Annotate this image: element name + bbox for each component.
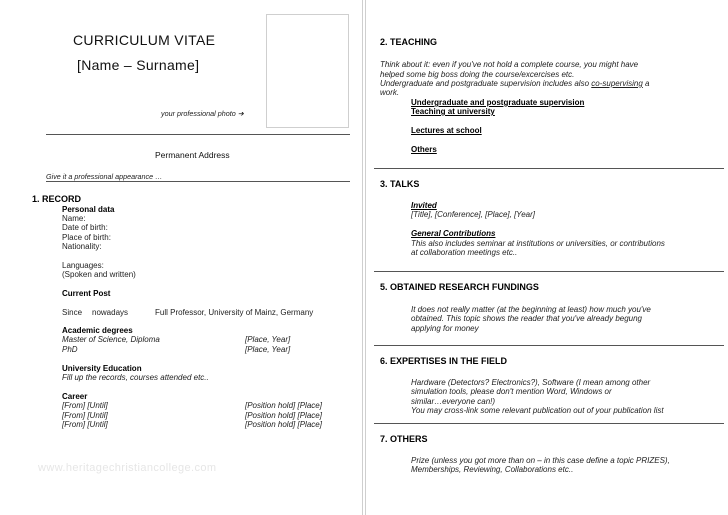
teaching-text: helped some big boss doing the course/excercises etc. [380,70,575,79]
invited-text: [Title], [Conference], [Place], [Year] [411,210,535,219]
academic-degrees-heading: Academic degrees [62,326,133,335]
general-contributions-text: at collaboration meetings etc.. [411,248,518,257]
career-dates: [From] [Until] [62,411,108,420]
others-text: Prize (unless you got more than on – in this case define a topic PRIZES), [411,456,670,465]
section-teaching-heading: 2. TEACHING [380,37,438,47]
section-expertises-heading: 6. EXPERTISES IN THE FIELD [380,356,508,366]
cv-title: CURRICULUM VITAE [73,32,216,48]
co-supervising-link[interactable]: co-supervising [591,79,643,88]
field-date-of-birth: Date of birth: [62,223,108,232]
link-supervision[interactable]: Undergraduate and postgraduate supervision [411,98,585,107]
nowadays-label: nowadays [92,308,129,317]
divider [374,345,724,346]
fundings-text: It does not really matter (at the beginning at least) how much you've [411,305,651,314]
photo-hint: your professional photo ➔ [161,109,244,118]
degree-name: PhD [62,345,78,354]
divider [374,423,724,424]
cv-page-left [0,0,363,515]
permanent-address: Permanent Address [155,150,230,160]
cv-page-right [365,0,728,515]
teaching-text: Undergraduate and postgraduate supervision includes also co-supervising a [380,79,650,88]
teaching-text: work. [380,88,400,97]
divider [374,168,724,169]
current-post-heading: Current Post [62,289,111,298]
languages-note: (Spoken and written) [62,270,136,279]
field-nationality: Nationality: [62,242,102,251]
personal-data-heading: Personal data [62,205,115,214]
expertises-text: simulation tools, please don't mention Word, Windows or [411,387,612,396]
divider [46,181,350,182]
expertises-text: Hardware (Detectors? Electronics?), Software (I mean among other [411,378,651,387]
since-label: Since [62,308,83,317]
career-heading: Career [62,392,88,401]
fundings-text: applying for money [411,324,479,333]
career-position: [Position hold] [Place] [245,411,322,420]
current-position: Full Professor, University of Mainz, Germany [155,308,314,317]
name-placeholder: [Name – Surname] [77,57,200,73]
general-contributions-text: This also includes seminar at institutions or universities, or contributions [411,239,665,248]
degree-name: Master of Science, Diploma [62,335,160,344]
career-position: [Position hold] [Place] [245,420,322,429]
appearance-hint: Give it a professional appearance … [46,172,163,181]
expertises-text: You may cross-link some relevant publication out of your publication list [411,406,664,415]
degree-place: [Place, Year] [245,335,291,344]
divider [46,134,350,135]
section-record-heading: 1. RECORD [32,194,82,204]
field-place-of-birth: Place of birth: [62,233,111,242]
expertises-text: similar…everyone can!) [411,397,496,406]
divider [374,271,724,272]
photo-placeholder [266,14,349,128]
career-dates: [From] [Until] [62,420,108,429]
university-education-heading: University Education [62,364,142,373]
field-languages: Languages: [62,261,104,270]
fundings-text: obtained. This topic shows the reader that you've already begung [411,314,643,323]
link-others[interactable]: Others [411,145,437,154]
link-lectures-school[interactable]: Lectures at school [411,126,482,135]
university-education-text: Fill up the records, courses attended etc.. [62,373,209,382]
link-teaching-university[interactable]: Teaching at university [411,107,495,116]
field-name: Name: [62,214,86,223]
career-dates: [From] [Until] [62,401,108,410]
others-text: Memberships, Reviewing, Collaborations etc.. [411,465,574,474]
invited-heading: Invited [411,201,437,210]
degree-place: [Place, Year] [245,345,291,354]
general-contributions-heading: General Contributions [411,229,496,238]
watermark: www.heritagechristiancollege.com [38,462,217,474]
section-others-heading: 7. OTHERS [380,434,428,444]
section-fundings-heading: 5. OBTAINED RESEARCH FUNDINGS [380,282,539,292]
teaching-text: Think about it: even if you've not hold a complete course, you might have [380,60,639,69]
section-talks-heading: 3. TALKS [380,179,420,189]
career-position: [Position hold] [Place] [245,401,322,410]
